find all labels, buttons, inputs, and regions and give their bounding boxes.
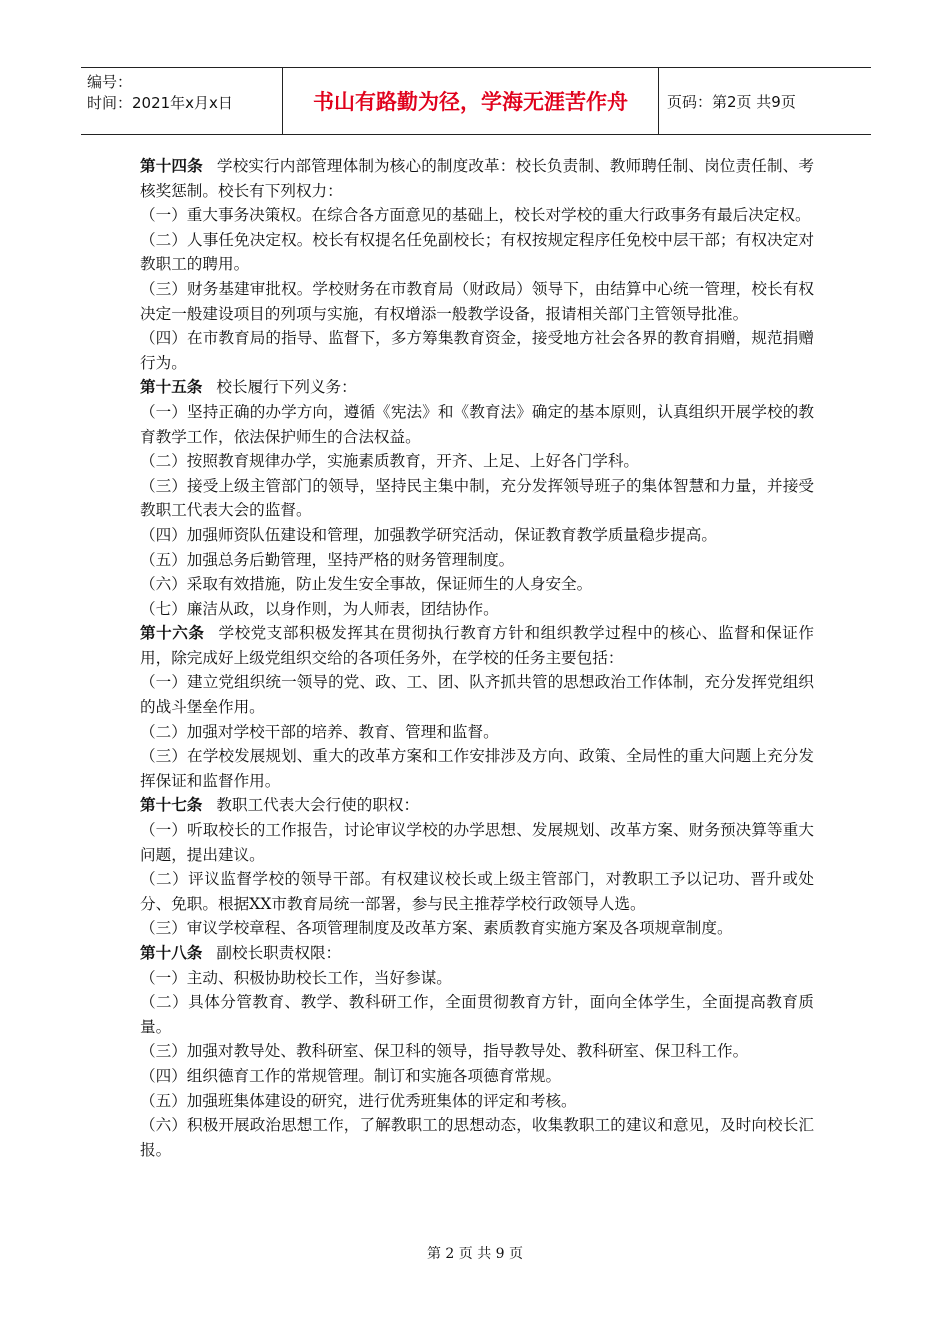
clause-paragraph <box>140 670 814 719</box>
clause-paragraph <box>140 548 814 573</box>
paragraph-text: （一）听取校长的工作报告，讨论审议学校的办学思想、发展规划、改革方案、财务预决算等重大问题，提出建议。 <box>140 821 814 864</box>
paragraph-text: （三）在学校发展规划、重大的改革方案和工作安排涉及方向、政策、全局性的重大问题上充分发挥保证和监督作用。 <box>140 747 814 790</box>
paragraph-text: （六）积极开展政治思想工作，了解教职工的思想动态，收集教职工的建议和意见，及时向校长汇报。 <box>140 1116 814 1159</box>
article-heading: 第十七条 <box>140 796 203 815</box>
paragraph-text: （二）具体分管教育、教学、教科研工作，全面贯彻教育方针，面向全体学生，全面提高教育质量。 <box>140 993 814 1036</box>
paragraph-text: 副校长职责权限： <box>216 944 342 962</box>
paragraph-text: （五）加强班集体建设的研究，进行优秀班集体的评定和考核。 <box>140 1091 577 1110</box>
article-paragraph <box>140 154 814 203</box>
clause-paragraph <box>140 990 814 1039</box>
header-meta <box>81 68 283 134</box>
clause-paragraph <box>140 228 814 277</box>
article-paragraph <box>140 621 814 670</box>
paragraph-text: （一）建立党组织统一领导的党、政、工、团、队齐抓共管的思想政治工作体制，充分发挥党组织的战斗堡垒作用。 <box>140 673 814 717</box>
clause-paragraph <box>140 744 814 793</box>
paragraph-text: （五）加强总务后勤管理，坚持严格的财务管理制度。 <box>140 550 515 569</box>
paragraph-text: 学校实行内部管理体制为核心的制度改革：校长负责制、教师聘任制、岗位责任制、考核奖惩制。校长有下列权力： <box>140 157 814 200</box>
paragraph-text: （一）主动、积极协助校长工作，当好参谋。 <box>140 968 452 987</box>
document-time-label: 时间：2021年x月x日 <box>87 94 233 112</box>
document-body <box>140 154 814 1162</box>
header-page-number: 页码：第2页 共9页 <box>667 92 796 111</box>
article-paragraph <box>140 941 814 966</box>
article-paragraph <box>140 793 814 818</box>
page-header <box>81 67 871 135</box>
paragraph-text: （三）财务基建审批权。学校财务在市教育局（财政局）领导下，由结算中心统一管理，校长有权决定一般建设项目的列项与实施，有权增添一般教学设备，报请相关部门主管领导批准。 <box>140 279 814 323</box>
document-number-label: 编号： <box>87 73 133 91</box>
paragraph-text: （四）在市教育局的指导、监督下，多方筹集教育资金，接受地方社会各界的教育捐赠，规范捐赠行为。 <box>140 329 814 372</box>
paragraph-text: （一）重大事务决策权。在综合各方面意见的基础上，校长对学校的重大行政事务有最后决定权。 <box>140 206 811 225</box>
clause-paragraph <box>140 203 814 228</box>
paragraph-text: （二）人事任免决定权。校长有权提名任免副校长；有权按规定程序任免校中层干部；有权决定对教职工的聘用。 <box>140 230 814 274</box>
paragraph-text: （三）审议学校章程、各项管理制度及改革方案、素质教育实施方案及各项规章制度。 <box>140 919 733 938</box>
clause-paragraph <box>140 326 814 375</box>
clause-paragraph <box>140 400 814 449</box>
paragraph-text: （一）坚持正确的办学方向，遵循《宪法》和《教育法》确定的基本原则，认真组织开展学校的教育教学工作，依法保护师生的合法权益。 <box>140 402 814 446</box>
clause-paragraph <box>140 572 814 597</box>
paragraph-text: （六）采取有效措施，防止发生安全事故，保证师生的人身安全。 <box>140 575 593 594</box>
clause-paragraph <box>140 474 814 523</box>
paragraph-text: （二）按照教育规律办学，实施素质教育，开齐、上足、上好各门学科。 <box>140 452 640 471</box>
clause-paragraph <box>140 597 814 622</box>
clause-paragraph <box>140 1113 814 1162</box>
clause-paragraph <box>140 1039 814 1064</box>
page-footer: 第 2 页 共 9 页 <box>426 1246 524 1262</box>
paragraph-text: （二）评议监督学校的领导干部。有权建议校长或上级主管部门，对教职工予以记功、晋升或处分、免职。根据XX市教育局统一部署，参与民主推荐学校行政领导人选。 <box>140 870 814 913</box>
clause-paragraph <box>140 916 814 941</box>
paragraph-text: 学校党支部积极发挥其在贯彻执行教育方针和组织教学过程中的核心、监督和保证作用，除完成好上级党组织交给的各项任务外，在学校的任务主要包括： <box>140 624 814 667</box>
clause-paragraph <box>140 277 814 326</box>
article-heading: 第十六条 <box>140 624 205 643</box>
clause-paragraph <box>140 720 814 745</box>
clause-paragraph <box>140 867 814 916</box>
paragraph-text: 校长履行下列义务： <box>216 378 357 397</box>
paragraph-text: （七）廉洁从政，以身作则，为人师表，团结协作。 <box>140 599 499 618</box>
paragraph-text: （三）接受上级主管部门的领导，坚持民主集中制，充分发挥领导班子的集体智慧和力量，并接受教职工代表大会的监督。 <box>140 476 814 520</box>
article-paragraph <box>140 375 814 400</box>
clause-paragraph <box>140 818 814 867</box>
clause-paragraph <box>140 966 814 991</box>
paragraph-text: 教职工代表大会行使的职权： <box>216 796 420 815</box>
paragraph-text: （四）加强师资队伍建设和管理，加强教学研究活动，保证教育教学质量稳步提高。 <box>140 525 717 544</box>
paragraph-text: （二）加强对学校干部的培养、教育、管理和监督。 <box>140 722 499 741</box>
clause-paragraph <box>140 449 814 474</box>
article-heading: 第十八条 <box>140 944 203 962</box>
header-motto: 书山有路勤为径，学海无涯苦作舟 <box>283 68 659 134</box>
clause-paragraph <box>140 1089 814 1114</box>
clause-paragraph <box>140 1064 814 1089</box>
paragraph-text: （四）组织德育工作的常规管理。制订和实施各项德育常规。 <box>140 1066 562 1085</box>
article-heading: 第十五条 <box>140 378 203 397</box>
article-heading: 第十四条 <box>140 157 203 175</box>
clause-paragraph <box>140 523 814 548</box>
paragraph-text: （三）加强对教导处、教科研室、保卫科的领导，指导教导处、教科研室、保卫科工作。 <box>140 1042 749 1061</box>
